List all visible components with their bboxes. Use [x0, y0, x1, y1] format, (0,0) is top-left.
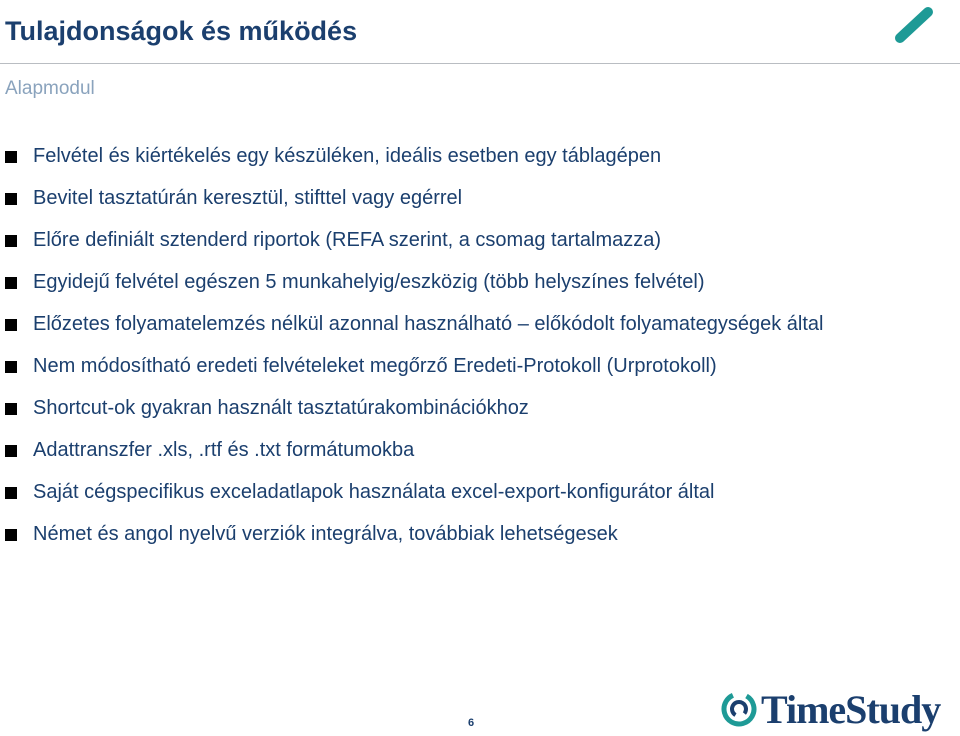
- bullet-square-icon: [5, 487, 17, 499]
- bullet-text: Bevitel tasztatúrán keresztül, stifttel vagy egérrel: [33, 187, 463, 209]
- spiral-logo-icon: [721, 691, 757, 727]
- bullet-square-icon: [5, 403, 17, 415]
- bullet-text: Egyidejű felvétel egészen 5 munkahelyig/eszközig (több helyszínes felvétel): [33, 271, 705, 293]
- bullet-text: Adattranszfer .xls, .rtf és .txt formátumokba: [33, 439, 415, 461]
- bullet-text: Felvétel és kiértékelés egy készüléken, ideális esetben egy táblagépen: [33, 145, 662, 167]
- slide-title: Tulajdonságok és működés: [5, 16, 358, 46]
- pen-icon: [893, 4, 935, 44]
- page-number: 6: [468, 717, 475, 729]
- bullet-text: Saját cégspecifikus exceladatlapok használata excel-export-konfigurátor által: [33, 481, 715, 503]
- bullet-square-icon: [5, 235, 17, 247]
- bullet-text: Előre definiált sztenderd riportok (REFA szerint, a csomag tartalmazza): [33, 229, 662, 251]
- bullet-text: Előzetes folyamatelemzés nélkül azonnal használható – előkódolt folyamategységek által: [33, 313, 824, 335]
- bullet-text: Shortcut-ok gyakran használt tasztatúrakombinációkhoz: [33, 397, 529, 419]
- timestudy-logo: [721, 688, 940, 730]
- bullet-square-icon: [5, 529, 17, 541]
- bullet-square-icon: [5, 277, 17, 289]
- bullet-text: Nem módosítható eredeti felvételeket megőrző Eredeti-Protokoll (Urprotokoll): [33, 355, 717, 377]
- bullet-text: Német és angol nyelvű verziók integrálva, továbbiak lehetségesek: [33, 523, 618, 545]
- logo-text: TimeStudy: [761, 686, 941, 732]
- bullet-square-icon: [5, 193, 17, 205]
- title-divider: [0, 63, 960, 64]
- bullet-square-icon: [5, 445, 17, 457]
- slide-subtitle: Alapmodul: [5, 78, 95, 99]
- bullet-square-icon: [5, 319, 17, 331]
- bullet-square-icon: [5, 151, 17, 163]
- bullet-square-icon: [5, 361, 17, 373]
